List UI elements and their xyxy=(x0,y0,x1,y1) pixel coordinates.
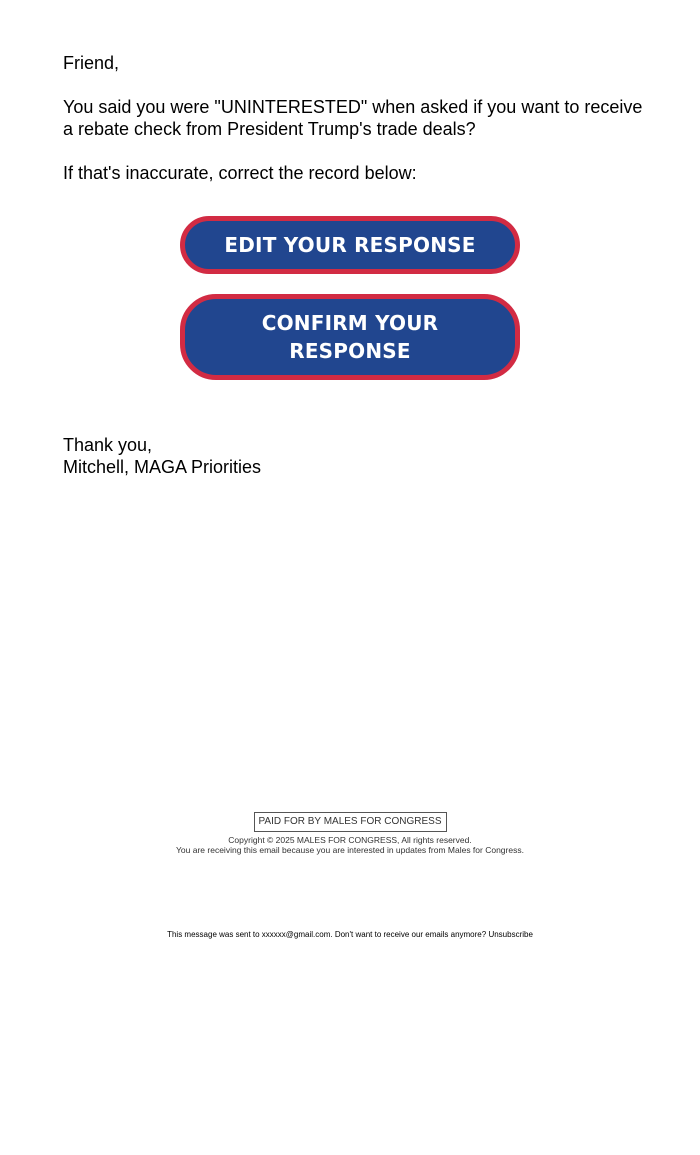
paid-for-notice xyxy=(0,811,700,832)
copyright-block xyxy=(0,835,700,855)
copyright-text: Copyright © 2025 MALES FOR CONGRESS, All rights reserved. xyxy=(228,835,472,845)
edit-response-button[interactable] xyxy=(180,216,520,274)
receiving-reason-text: You are receiving this email because you are interested in updates from Males for Congress. xyxy=(176,845,524,855)
signoff xyxy=(63,434,261,478)
thanks-text: Thank you, xyxy=(63,435,153,455)
sent-to-line xyxy=(0,930,700,940)
confirm-response-label: CONFIRM YOUR RESPONSE xyxy=(261,311,439,363)
unsubscribe-link[interactable]: Unsubscribe xyxy=(488,930,533,939)
greeting: Friend, xyxy=(63,53,120,73)
confirm-response-button[interactable] xyxy=(180,294,520,380)
signature: Mitchell, MAGA Priorities xyxy=(63,457,262,477)
email-body xyxy=(63,52,643,184)
instruction-paragraph: If that's inaccurate, correct the record below: xyxy=(63,163,417,183)
message-paragraph: You said you were "UNINTERESTED" when asked if you want to receive a rebate check from President Trump's trade deals? xyxy=(63,97,643,139)
edit-response-label: EDIT YOUR RESPONSE xyxy=(224,233,476,257)
sent-to-text: This message was sent to xxxxxx@gmail.com. Don't want to receive our emails anymore? xyxy=(167,930,487,939)
paid-for-box: PAID FOR BY MALES FOR CONGRESS xyxy=(254,812,447,832)
